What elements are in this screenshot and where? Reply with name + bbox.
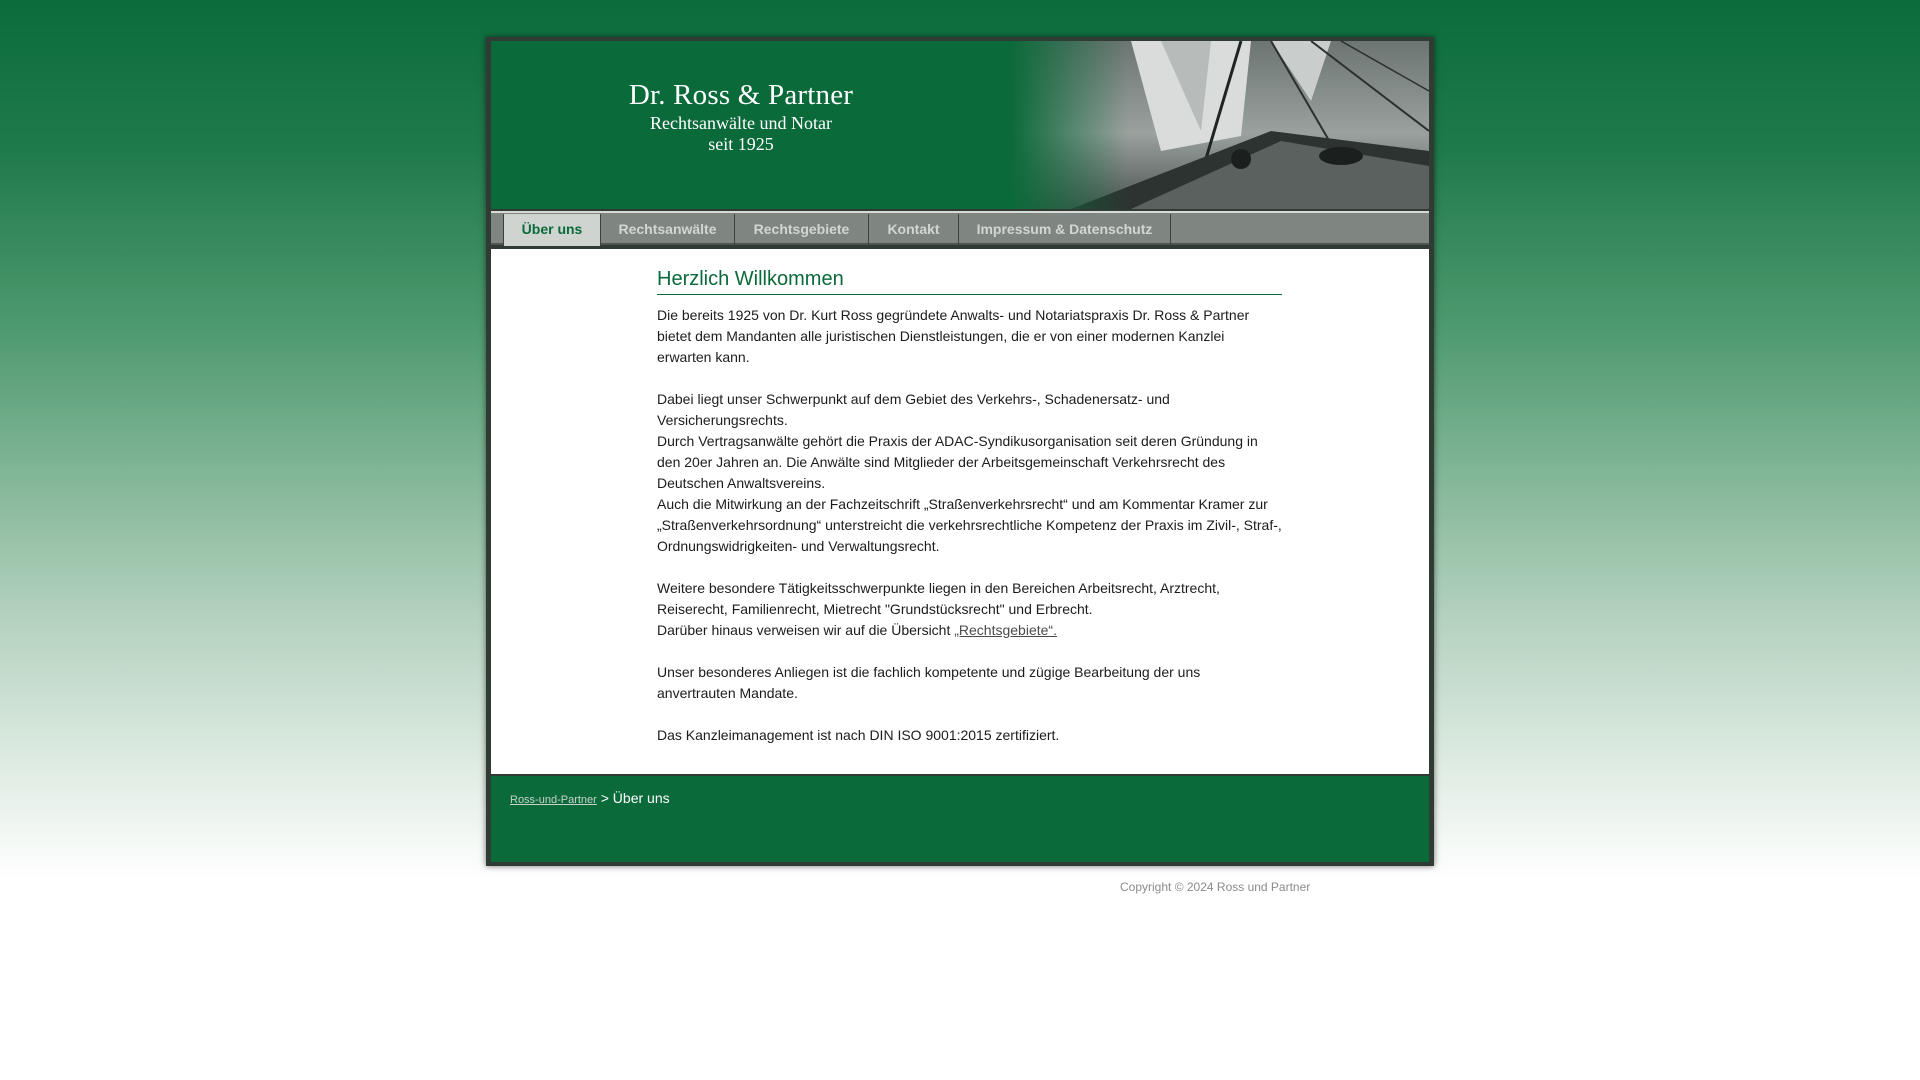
text-line: Dabei liegt unser Schwerpunkt auf dem Gebiet des Verkehrs-, Schadenersatz- und: [657, 391, 1170, 407]
paragraph-focus: [657, 389, 1282, 557]
text-line: Unser besonderes Anliegen ist die fachlich kompetente und zügige Bearbeitung der uns: [657, 664, 1201, 680]
paragraph-certification: [657, 725, 1282, 746]
paragraph-intro: [657, 305, 1282, 368]
article: [657, 267, 1282, 767]
nav-item-kontakt[interactable]: Kontakt: [869, 214, 959, 246]
breadcrumb: [510, 790, 670, 806]
text-line: „Straßenverkehrsordnung“ unterstreicht die verkehrsrechtliche Kompetenz der Praxis im Zivil-, Straf-,: [657, 517, 1282, 533]
sailboat-photo-icon: [1011, 41, 1429, 209]
nav-item-rechtsanwaelte[interactable]: Rechtsanwälte: [601, 214, 735, 246]
brand-subtitle: Rechtsanwälte und Notar: [650, 112, 832, 133]
page-title: Herzlich Willkommen: [657, 267, 1282, 295]
main-content: [491, 249, 1429, 774]
brand-block: [591, 78, 891, 156]
text-line: bietet dem Mandanten alle juristischen Dienstleistungen, die er von einer modernen Kanzlei: [657, 328, 1225, 344]
rechtsgebiete-link[interactable]: „Rechtsgebiete“.: [954, 622, 1057, 638]
text-line: anvertrauten Mandate.: [657, 685, 798, 701]
text-line: Das Kanzleimanagement ist nach DIN ISO 9001:2015 zertifiziert.: [657, 727, 1060, 743]
main-navigation: [491, 211, 1429, 245]
breadcrumb-home-link[interactable]: Ross-und-Partner: [510, 794, 597, 806]
nav-item-impressum[interactable]: Impressum & Datenschutz: [959, 214, 1171, 246]
paragraph-concern: [657, 662, 1282, 704]
text-line: Versicherungsrechts.: [657, 412, 788, 428]
nav-item-rechtsgebiete[interactable]: Rechtsgebiete: [735, 214, 869, 246]
text-line-with-link: [657, 620, 1282, 641]
text-line: Die bereits 1925 von Dr. Kurt Ross gegründete Anwalts- und Notariatspraxis Dr. Ross & Partner: [657, 307, 1250, 323]
breadcrumb-current: Über uns: [612, 790, 670, 806]
page-frame: [486, 37, 1434, 866]
text-line: erwarten kann.: [657, 349, 750, 365]
text-line: den 20er Jahren an. Die Anwälte sind Mitglieder der Arbeitsgemeinschaft Verkehrsrecht des: [657, 454, 1226, 470]
text-line: Deutschen Anwaltsvereins.: [657, 475, 826, 491]
text-line: Auch die Mitwirkung an der Fachzeitschrift „Straßenverkehrsrecht“ und am Kommentar Kramer zur: [657, 496, 1268, 512]
text-line: Ordnungswidrigkeiten- und Verwaltungsrecht.: [657, 538, 940, 554]
breadcrumb-separator: >: [596, 790, 613, 806]
text-line: Reiserecht, Familienrecht, Mietrecht "Grundstücksrecht" und Erbrecht.: [657, 601, 1093, 617]
link-prefix-text: Darüber hinaus verweisen wir auf die Übersicht: [657, 622, 955, 638]
text-line: Weitere besondere Tätigkeitsschwerpunkte liegen in den Bereichen Arbeitsrecht, Arztrecht,: [657, 580, 1220, 596]
copyright-text: Copyright © 2024 Ross und Partner: [1120, 880, 1311, 894]
site-footer: [491, 776, 1429, 862]
brand-since: seit 1925: [708, 134, 774, 155]
site-header: [491, 41, 1429, 209]
nav-item-ueber-uns[interactable]: Über uns: [503, 214, 601, 246]
text-line: Durch Vertragsanwälte gehört die Praxis der ADAC-Syndikusorganisation seit deren Gründung in: [657, 433, 1258, 449]
brand-name: Dr. Ross & Partner: [628, 79, 854, 111]
paragraph-areas: [657, 578, 1282, 641]
